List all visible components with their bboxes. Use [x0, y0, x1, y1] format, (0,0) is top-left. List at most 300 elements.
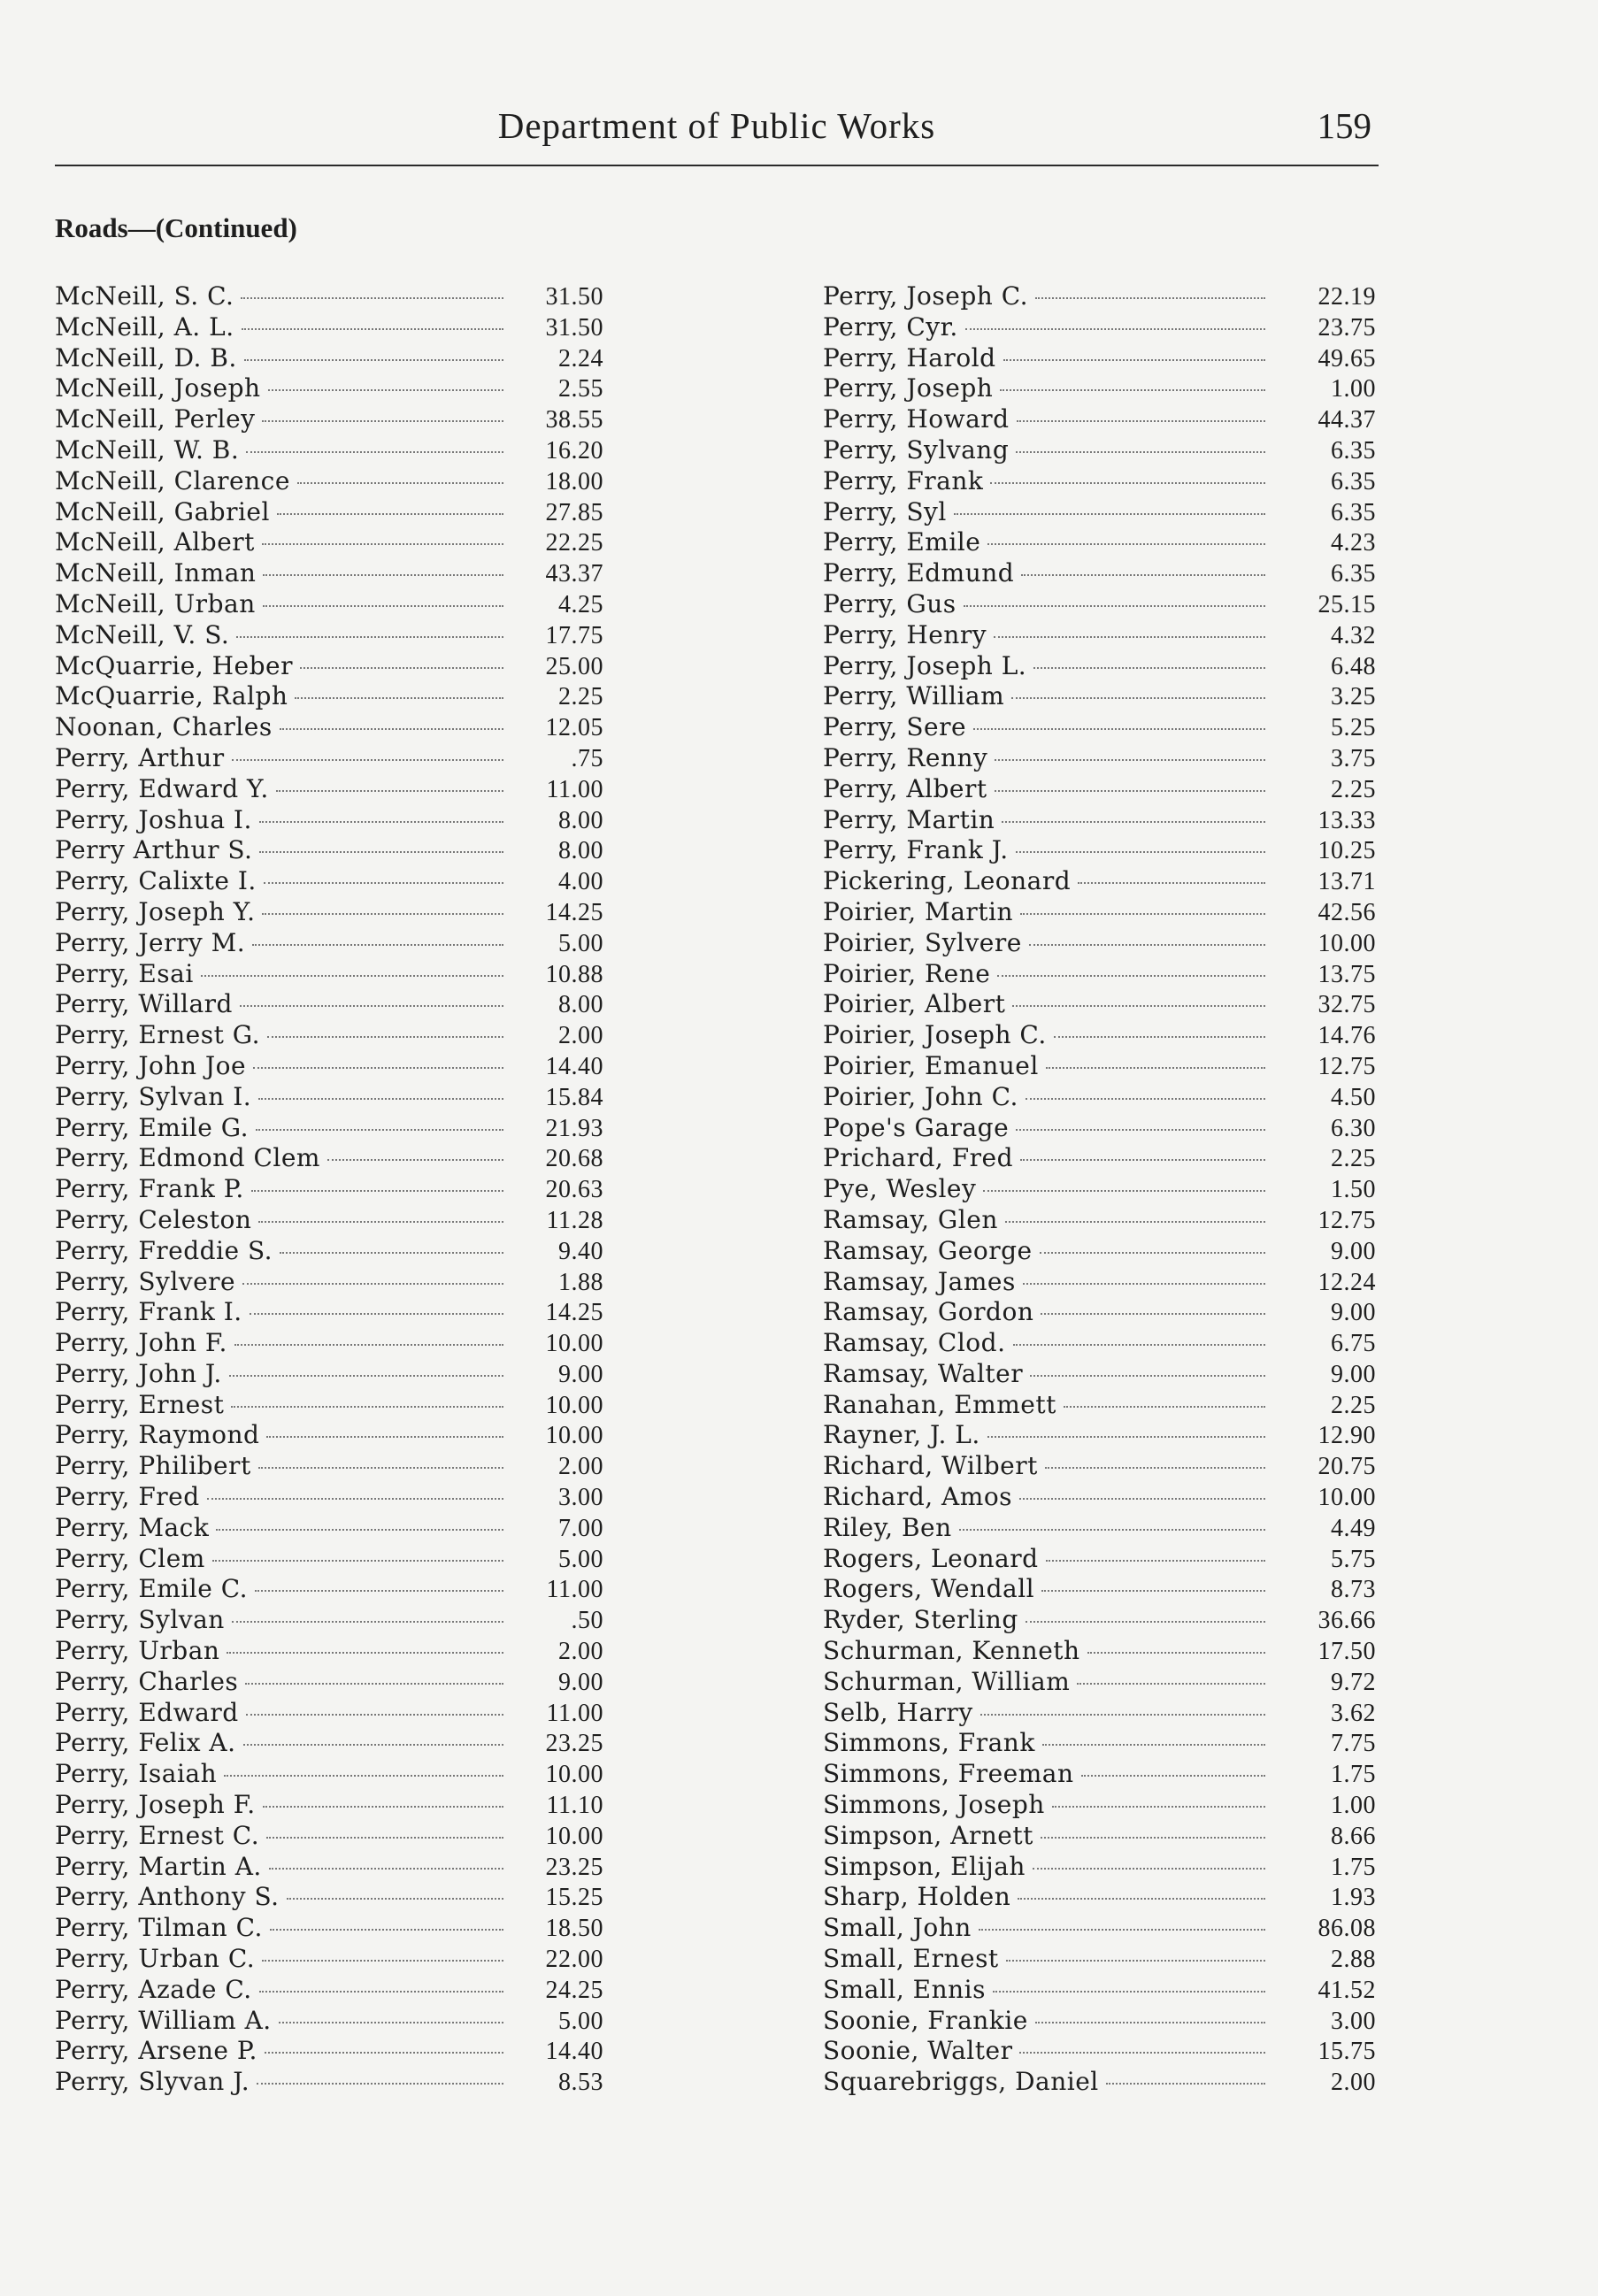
list-item [823, 1359, 1376, 1390]
payee-name: Ramsay, Clod. [823, 1328, 1006, 1358]
payee-name: Perry, Martin [823, 804, 995, 834]
payee-name: Perry, Arthur [55, 742, 225, 772]
list-item [823, 928, 1376, 959]
dot-leader [252, 944, 503, 946]
list-item [823, 805, 1376, 836]
payee-name: Perry, Renny [823, 742, 988, 772]
payee-name: Perry, Frank P. [55, 1174, 244, 1204]
payee-name: Perry, Freddie S. [55, 1235, 273, 1265]
payment-amount: 21.93 [545, 1114, 603, 1142]
payment-amount: 2.88 [1331, 1946, 1376, 1974]
list-item [823, 497, 1376, 528]
list-item [55, 1328, 603, 1359]
payment-amount: 5.00 [558, 2007, 603, 2035]
list-item [823, 897, 1376, 928]
page-header [55, 97, 1379, 166]
payment-amount: 2.25 [558, 683, 603, 711]
dot-leader [266, 1436, 503, 1438]
payment-amount: 13.33 [1318, 806, 1376, 834]
payee-name: Perry, Cyr. [823, 311, 958, 342]
payment-amount: 4.23 [1331, 529, 1376, 557]
list-item [55, 1267, 603, 1298]
payment-amount: 1.88 [558, 1268, 603, 1296]
dot-leader [1042, 1744, 1265, 1746]
dot-leader [234, 1344, 503, 1346]
list-item [55, 435, 603, 466]
dot-leader [245, 1683, 503, 1685]
dot-leader [236, 636, 503, 638]
dot-leader [1016, 1129, 1265, 1131]
payee-name: McQuarrie, Heber [55, 650, 293, 680]
list-item [823, 1297, 1376, 1328]
dot-leader [229, 1375, 503, 1377]
payment-amount: 49.65 [1318, 344, 1376, 372]
dot-leader [216, 1529, 503, 1531]
dot-leader [259, 821, 503, 823]
list-item [823, 1821, 1376, 1852]
list-item [823, 1113, 1376, 1144]
payee-name: McNeill, Albert [55, 527, 255, 557]
dot-leader [327, 1159, 503, 1161]
dot-leader [264, 882, 503, 884]
payee-name: Squarebriggs, Daniel [823, 2067, 1099, 2097]
payee-name: McQuarrie, Ralph [55, 681, 288, 711]
payee-name: Perry, Arsene P. [55, 2036, 257, 2066]
list-item [55, 466, 603, 497]
dot-leader [1020, 1159, 1265, 1161]
section-title: Roads—(Continued) [55, 212, 297, 243]
payee-name: Perry, Edward Y. [55, 773, 269, 803]
dot-leader [242, 328, 503, 330]
payee-name: Rogers, Wendall [823, 1574, 1035, 1604]
payment-amount: 16.20 [545, 436, 603, 465]
payee-name: Perry, Emile C. [55, 1574, 249, 1604]
payment-amount: 6.48 [1331, 652, 1376, 680]
payee-name: Richard, Amos [823, 1482, 1013, 1512]
list-item [823, 558, 1376, 589]
payment-amount: 12.90 [1318, 1422, 1376, 1450]
payment-amount: 31.50 [545, 283, 603, 311]
payee-name: Poirier, Rene [823, 958, 991, 988]
payment-amount: 9.00 [1331, 1237, 1376, 1265]
page-number: 159 [1317, 105, 1371, 146]
payee-name: Perry, Sylvere [55, 1266, 236, 1296]
payee-name: Perry, Martin A. [55, 1851, 262, 1881]
payment-amount: 7.00 [558, 1514, 603, 1542]
list-item [823, 1605, 1376, 1636]
list-item [55, 1882, 603, 1913]
payment-amount: 1.75 [1331, 1853, 1376, 1881]
dot-leader [1081, 1775, 1265, 1777]
payee-name: Perry, Sylvan [55, 1605, 225, 1635]
list-item [55, 281, 603, 312]
list-item [823, 435, 1376, 466]
list-item [823, 281, 1376, 312]
payment-amount: 13.75 [1318, 960, 1376, 988]
dot-leader [1041, 1590, 1265, 1592]
dot-leader [241, 297, 503, 299]
dot-leader [995, 790, 1265, 792]
payee-name: Poirier, Albert [823, 989, 1006, 1019]
payee-name: Simpson, Elijah [823, 1851, 1026, 1881]
payment-amount: 12.24 [1318, 1268, 1376, 1296]
list-item [823, 1913, 1376, 1944]
payee-name: Perry, Ernest [55, 1389, 225, 1419]
list-item [823, 681, 1376, 712]
dot-leader [276, 790, 503, 792]
payee-name: Perry, Anthony S. [55, 1882, 280, 1912]
list-item [823, 712, 1376, 743]
dot-leader [1033, 667, 1265, 669]
payee-name: Poirier, Emanuel [823, 1050, 1039, 1080]
list-item [823, 1482, 1376, 1513]
list-item [55, 1698, 603, 1729]
payee-name: Richard, Wilbert [823, 1451, 1038, 1481]
payee-name: Ryder, Sterling [823, 1605, 1018, 1635]
dot-leader [1016, 851, 1265, 853]
dot-leader [993, 1991, 1265, 1993]
list-item [55, 1482, 603, 1513]
dot-leader [1016, 451, 1265, 453]
payee-name: Perry, John Joe [55, 1050, 247, 1080]
dot-leader [227, 1652, 503, 1654]
payment-amount: 10.00 [545, 1391, 603, 1419]
list-item [823, 1328, 1376, 1359]
payee-name: Perry, John J. [55, 1358, 222, 1388]
dot-leader [1029, 944, 1265, 946]
payee-name: McNeill, Perley [55, 404, 256, 434]
list-item [823, 2067, 1376, 2098]
list-item [55, 1944, 603, 1975]
payment-amount: 9.00 [1331, 1360, 1376, 1388]
list-item [823, 743, 1376, 774]
payment-amount: 2.00 [1331, 2069, 1376, 2097]
payment-amount: 9.00 [558, 1360, 603, 1388]
payee-name: Perry, Emile G. [55, 1112, 249, 1142]
list-item [823, 1513, 1376, 1544]
dot-leader [997, 975, 1265, 977]
payment-amount: 11.28 [546, 1206, 603, 1234]
dot-leader [1012, 1005, 1265, 1007]
payment-amount: 5.25 [1331, 714, 1376, 742]
payee-name: Perry, Emile [823, 527, 981, 557]
list-item [823, 589, 1376, 620]
payment-amount: 5.75 [1331, 1545, 1376, 1573]
payment-amount: 10.00 [545, 1422, 603, 1450]
dot-leader [231, 1406, 503, 1408]
payment-amount: 4.25 [558, 590, 603, 618]
list-item [55, 1513, 603, 1544]
list-item [55, 1544, 603, 1575]
dot-leader [262, 543, 503, 545]
payment-amount: 43.37 [545, 560, 603, 588]
list-item [55, 1759, 603, 1790]
dot-leader [268, 389, 503, 391]
list-item [823, 312, 1376, 343]
payee-name: Simmons, Frank [823, 1728, 1035, 1758]
payment-amount: 15.25 [545, 1884, 603, 1912]
payment-amount: 14.25 [545, 898, 603, 926]
payee-name: Perry, Sere [823, 712, 967, 742]
dot-leader [253, 1067, 503, 1069]
list-item [823, 1574, 1376, 1605]
dot-leader [1017, 420, 1265, 422]
payment-amount: 23.25 [545, 1730, 603, 1758]
payment-amount: 23.75 [1318, 313, 1376, 342]
list-item [55, 835, 603, 866]
list-item [55, 989, 603, 1020]
payee-name: Perry, Celeston [55, 1204, 252, 1234]
dot-leader [1019, 2052, 1265, 2054]
dot-leader [1054, 1036, 1265, 1038]
payment-amount: 11.00 [546, 775, 603, 803]
list-item [55, 373, 603, 404]
payment-amount: 8.00 [558, 991, 603, 1019]
payee-name: Ramsay, Glen [823, 1204, 998, 1234]
dot-leader [1020, 913, 1265, 915]
dot-leader [979, 1929, 1265, 1931]
dot-leader [964, 605, 1265, 607]
payee-name: Simmons, Freeman [823, 1759, 1074, 1789]
payment-amount: 20.63 [545, 1176, 603, 1204]
payment-amount: 25.00 [545, 652, 603, 680]
payee-name: Perry, Jerry M. [55, 927, 246, 957]
dot-leader [1033, 1868, 1265, 1870]
payee-name: McNeill, Clarence [55, 465, 290, 495]
payee-name: Perry, Mack [55, 1512, 210, 1542]
payment-amount: 25.15 [1318, 590, 1376, 618]
list-item [55, 1174, 603, 1205]
payee-name: Perry, Urban C. [55, 1944, 256, 1974]
payee-name: Poirier, Joseph C. [823, 1020, 1047, 1050]
dot-leader [258, 1098, 503, 1100]
payment-amount: 2.00 [558, 1453, 603, 1481]
dot-leader [232, 1621, 503, 1623]
list-item [823, 1082, 1376, 1113]
list-item [823, 835, 1376, 866]
list-item [55, 1359, 603, 1390]
list-item [55, 1205, 603, 1236]
payment-amount: 6.30 [1331, 1114, 1376, 1142]
dot-leader [1011, 697, 1265, 699]
payee-name: Ramsay, Walter [823, 1358, 1024, 1388]
list-item [55, 1390, 603, 1421]
payee-name: Selb, Harry [823, 1697, 973, 1727]
payment-amount: 17.50 [1318, 1638, 1376, 1666]
payee-name: McNeill, Gabriel [55, 496, 270, 526]
dot-leader [266, 1837, 503, 1839]
payee-name: Perry, Joseph F. [55, 1790, 256, 1820]
payee-name: Perry, Tilman C. [55, 1913, 263, 1943]
payee-name: Perry, Isaiah [55, 1759, 218, 1789]
payment-amount: 1.00 [1331, 1792, 1376, 1820]
dot-leader [263, 1806, 503, 1808]
dot-leader [232, 759, 503, 761]
payee-name: Poirier, Sylvere [823, 927, 1022, 957]
payee-name: Perry, Gus [823, 588, 956, 618]
dot-leader [1078, 882, 1265, 884]
payment-amount: 2.24 [558, 344, 603, 372]
payment-amount: 10.88 [545, 960, 603, 988]
list-item [55, 743, 603, 774]
payment-amount: 11.10 [546, 1792, 603, 1820]
payment-amount: 14.40 [545, 1052, 603, 1080]
payment-amount: 9.00 [558, 1668, 603, 1696]
list-item [823, 1420, 1376, 1451]
dot-leader [279, 2022, 503, 2023]
dot-leader [263, 605, 503, 607]
payment-amount: 6.35 [1331, 436, 1376, 465]
dot-leader [1021, 574, 1265, 576]
payment-amount: 17.75 [545, 621, 603, 649]
payee-name: Perry, Raymond [55, 1420, 260, 1450]
list-item [55, 312, 603, 343]
list-item [823, 1882, 1376, 1913]
dot-leader [269, 1868, 503, 1870]
dot-leader [258, 1467, 503, 1469]
payment-amount: 11.00 [546, 1699, 603, 1727]
payment-amount: 3.62 [1331, 1699, 1376, 1727]
dot-leader [240, 1005, 503, 1007]
payee-name: Simmons, Joseph [823, 1790, 1045, 1820]
payee-name: Pye, Wesley [823, 1174, 977, 1204]
payment-amount: 1.93 [1331, 1884, 1376, 1912]
payment-amount: 5.00 [558, 929, 603, 957]
payment-amount: 31.50 [545, 313, 603, 342]
dot-leader [987, 1436, 1265, 1438]
payment-amount: 8.66 [1331, 1822, 1376, 1850]
payment-amount: 22.25 [545, 529, 603, 557]
list-item [55, 620, 603, 651]
dot-leader [258, 1221, 503, 1223]
list-item [823, 989, 1376, 1020]
list-item [823, 1205, 1376, 1236]
payee-name: Perry, Willard [55, 989, 233, 1019]
payee-name: McNeill, A. L. [55, 311, 234, 342]
payee-name: Small, Ennis [823, 1974, 986, 2004]
payee-name: Perry, Frank J. [823, 835, 1009, 865]
dot-leader [287, 1898, 503, 1900]
payment-amount: 13.71 [1318, 868, 1376, 896]
payee-name: Perry, Fred [55, 1482, 200, 1512]
payee-name: Perry, Clem [55, 1543, 205, 1573]
dot-leader [995, 759, 1265, 761]
list-item [55, 1143, 603, 1174]
payee-name: Perry, Ernest C. [55, 1820, 260, 1850]
list-item [55, 589, 603, 620]
payment-amount: 3.00 [1331, 2007, 1376, 2035]
payee-name: Poirier, John C. [823, 1081, 1018, 1111]
list-item [55, 1913, 603, 1944]
dot-leader [251, 1190, 503, 1192]
list-item [55, 343, 603, 374]
list-item [823, 1759, 1376, 1790]
payee-name: Perry, Joseph Y. [55, 896, 256, 926]
dot-leader [1026, 1621, 1265, 1623]
payee-name: Soonie, Frankie [823, 2005, 1028, 2035]
payment-amount: 5.00 [558, 1545, 603, 1573]
payee-name: Perry, John F. [55, 1328, 227, 1358]
payment-amount: 2.00 [558, 1638, 603, 1666]
payment-amount: 12.05 [545, 714, 603, 742]
dot-leader [270, 1929, 503, 1931]
list-item [55, 928, 603, 959]
dot-leader [224, 1775, 503, 1777]
payee-name: McNeill, Urban [55, 588, 256, 618]
list-item [55, 1821, 603, 1852]
dot-leader [1019, 1498, 1265, 1500]
payment-amount: 6.35 [1331, 498, 1376, 526]
payment-amount: 3.25 [1331, 683, 1376, 711]
list-item [55, 1574, 603, 1605]
payment-amount: 44.37 [1318, 406, 1376, 434]
dot-leader [1041, 1313, 1265, 1315]
payment-amount: 15.75 [1318, 2038, 1376, 2066]
dot-leader [262, 420, 503, 422]
dot-leader [277, 513, 503, 515]
dot-leader [280, 1252, 503, 1254]
payee-name: Perry, Frank [823, 465, 984, 495]
payment-amount: 4.00 [558, 868, 603, 896]
dot-leader [1045, 1467, 1265, 1469]
list-item [823, 774, 1376, 805]
dot-leader [1002, 821, 1265, 823]
list-item [55, 805, 603, 836]
payment-amount: 10.00 [1318, 929, 1376, 957]
dot-leader [1018, 1898, 1265, 1900]
list-item [55, 1667, 603, 1698]
list-item [823, 1451, 1376, 1482]
dot-leader [250, 1313, 503, 1315]
list-item [55, 712, 603, 743]
list-item [823, 1636, 1376, 1667]
payment-amount: 14.76 [1318, 1022, 1376, 1050]
payment-amount: 22.00 [545, 1946, 603, 1974]
dot-leader [1040, 1252, 1265, 1254]
payment-amount: 12.75 [1318, 1206, 1376, 1234]
right-column-list [823, 281, 1376, 2098]
list-item [55, 1420, 603, 1451]
payment-amount: 14.25 [545, 1299, 603, 1327]
payment-amount: 18.00 [545, 467, 603, 495]
dot-leader [959, 1529, 1265, 1531]
payee-name: Ranahan, Emmett [823, 1389, 1056, 1419]
payment-amount: 9.00 [1331, 1299, 1376, 1327]
payment-amount: 10.00 [545, 1761, 603, 1789]
dot-leader [297, 482, 503, 484]
list-item [823, 651, 1376, 682]
dot-leader [1035, 297, 1265, 299]
dot-leader [207, 1498, 503, 1500]
dot-leader [262, 913, 503, 915]
list-item [55, 2036, 603, 2067]
payee-name: Small, Ernest [823, 1944, 999, 1974]
payee-name: Prichard, Fred [823, 1143, 1014, 1173]
list-item [823, 1790, 1376, 1821]
payment-amount: .50 [571, 1607, 603, 1635]
list-item [823, 527, 1376, 558]
payee-name: McNeill, Inman [55, 558, 257, 588]
dot-leader [265, 2052, 503, 2054]
dot-leader [1026, 1098, 1265, 1100]
list-item [55, 651, 603, 682]
dot-leader [259, 851, 503, 853]
list-item [55, 1082, 603, 1113]
payment-amount: 14.40 [545, 2038, 603, 2066]
dot-leader [1106, 2083, 1265, 2085]
list-item [823, 2036, 1376, 2067]
payment-amount: 9.72 [1331, 1668, 1376, 1696]
